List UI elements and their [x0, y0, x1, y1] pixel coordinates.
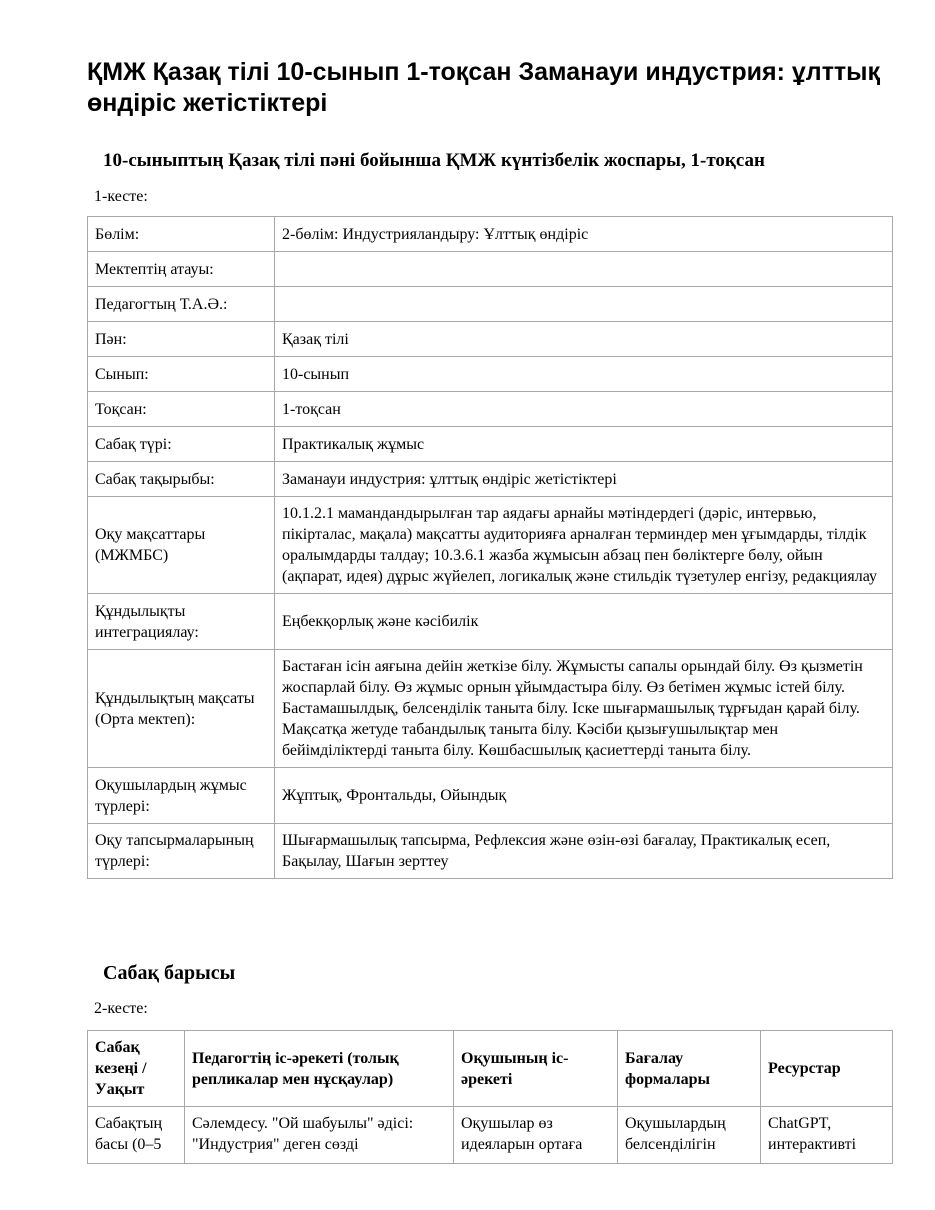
cell-student	[454, 1107, 618, 1164]
table-header-row	[88, 1031, 893, 1107]
row-label: Педагогтың Т.А.Ә.:	[88, 287, 275, 322]
row-value	[275, 252, 893, 287]
cell-stage	[88, 1107, 185, 1164]
row-label: Сабақ түрі:	[88, 427, 275, 462]
row-label: Пән:	[88, 322, 275, 357]
row-label: Оқу тапсырмаларының түрлері:	[88, 824, 275, 879]
table-row	[88, 594, 893, 650]
lesson-table	[87, 1030, 893, 1164]
table2-caption: 2-кесте:	[94, 1000, 148, 1017]
table-row	[88, 392, 893, 427]
header-resources: Ресурстар	[761, 1031, 893, 1107]
table-row	[88, 287, 893, 322]
cell-student-text: Оқушылар өз идеяларын ортаға	[461, 1115, 583, 1153]
cell-assessment	[618, 1107, 761, 1164]
table-row	[88, 217, 893, 252]
row-value: 1-тоқсан	[275, 392, 893, 427]
cell-stage-text: Сабақтың басы (0–5	[95, 1115, 163, 1153]
cell-assessment-text: Оқушылардың белсенділігін	[625, 1115, 726, 1153]
table-row	[88, 824, 893, 879]
header-student: Оқушының іс-әрекеті	[454, 1031, 618, 1107]
table-row	[88, 1107, 893, 1164]
lesson-heading: Сабақ барысы	[103, 962, 236, 984]
row-label: Тоқсан:	[88, 392, 275, 427]
row-value: 2-бөлім: Индустрияландыру: Ұлттық өндіріс	[275, 217, 893, 252]
row-label: Бөлім:	[88, 217, 275, 252]
table-row	[88, 462, 893, 497]
table1-caption: 1-кесте:	[94, 188, 148, 205]
row-value: Шығармашылық тапсырма, Рефлексия және өзін-өзі бағалау, Практикалық есеп, Бақылау, Шағын зерттеу	[275, 824, 893, 879]
cell-teacher	[185, 1107, 454, 1164]
row-label: Сабақ тақырыбы:	[88, 462, 275, 497]
row-value: 10.1.2.1 мамандандырылған тар аядағы арнайы мәтіндердегі (дәріс, интервью, пікірталас, мақала) мақсатты аудиторияға арналған терминдер мен ұғымдарды, тілдік оралымдарды талдау; 10.3.6.1 жазба жұмысын абзац пен бөліктерге бөлу, ойын (ақпарат, идея) дұрыс жүйелеп, логикалық және стильдік түзетулер енгізу, редакциялау	[275, 497, 893, 594]
row-value: Қазақ тілі	[275, 322, 893, 357]
row-label: Құндылықты интеграциялау:	[88, 594, 275, 650]
row-label: Сынып:	[88, 357, 275, 392]
row-value: Жұптық, Фронтальды, Ойындық	[275, 768, 893, 824]
cell-resources-text: ChatGPT, интерактивті	[768, 1115, 857, 1153]
document-title: ҚМЖ Қазақ тілі 10-сынып 1-тоқсан Заманауи индустрия: ұлттық өндіріс жетістіктері	[87, 58, 881, 117]
table-row	[88, 650, 893, 768]
cell-resources	[761, 1107, 893, 1164]
row-value: 10-сынып	[275, 357, 893, 392]
table-row	[88, 357, 893, 392]
cell-teacher-text: Сәлемдесу. "Ой шабуылы" әдісі: "Индустрия" деген сөзді	[192, 1115, 414, 1153]
row-label: Мектептің атауы:	[88, 252, 275, 287]
table-row	[88, 768, 893, 824]
header-assessment: Бағалау формалары	[618, 1031, 761, 1107]
row-value: Практикалық жұмыс	[275, 427, 893, 462]
table-row	[88, 427, 893, 462]
row-value: Еңбекқорлық және кәсібилік	[275, 594, 893, 650]
info-table	[87, 216, 893, 879]
row-value	[275, 287, 893, 322]
row-value: Бастаған ісін аяғына дейін жеткізе білу. Жұмысты сапалы орындай білу. Өз қызметін жоспарлай білу. Өз жұмыс орнын ұйымдастыра білу. Өз бетімен жұмыс істей білу. Бастамашылдық, белсенділік таныта білу. Іске шығармашылық тұрғыдан қарай білу. Мақсатқа жетуде табандылық таныта білу. Кәсіби қызығушылықтар мен бейімділіктерді таныта білу. Көшбасшылық қасиеттерді таныта білу.	[275, 650, 893, 768]
row-label: Оқушылардың жұмыс түрлері:	[88, 768, 275, 824]
plan-heading: 10-сыныптың Қазақ тілі пәні бойынша ҚМЖ күнтізбелік жоспары, 1-тоқсан	[103, 150, 765, 171]
header-teacher: Педагогтің іс-әрекеті (толық репликалар мен нұсқаулар)	[185, 1031, 454, 1107]
table-row	[88, 252, 893, 287]
row-label: Оқу мақсаттары (МЖМБС)	[88, 497, 275, 594]
row-value: Заманауи индустрия: ұлттық өндіріс жетістіктері	[275, 462, 893, 497]
header-stage: Сабақ кезеңі / Уақыт	[88, 1031, 185, 1107]
table-row	[88, 497, 893, 594]
row-label: Құндылықтың мақсаты (Орта мектеп):	[88, 650, 275, 768]
table-row	[88, 322, 893, 357]
